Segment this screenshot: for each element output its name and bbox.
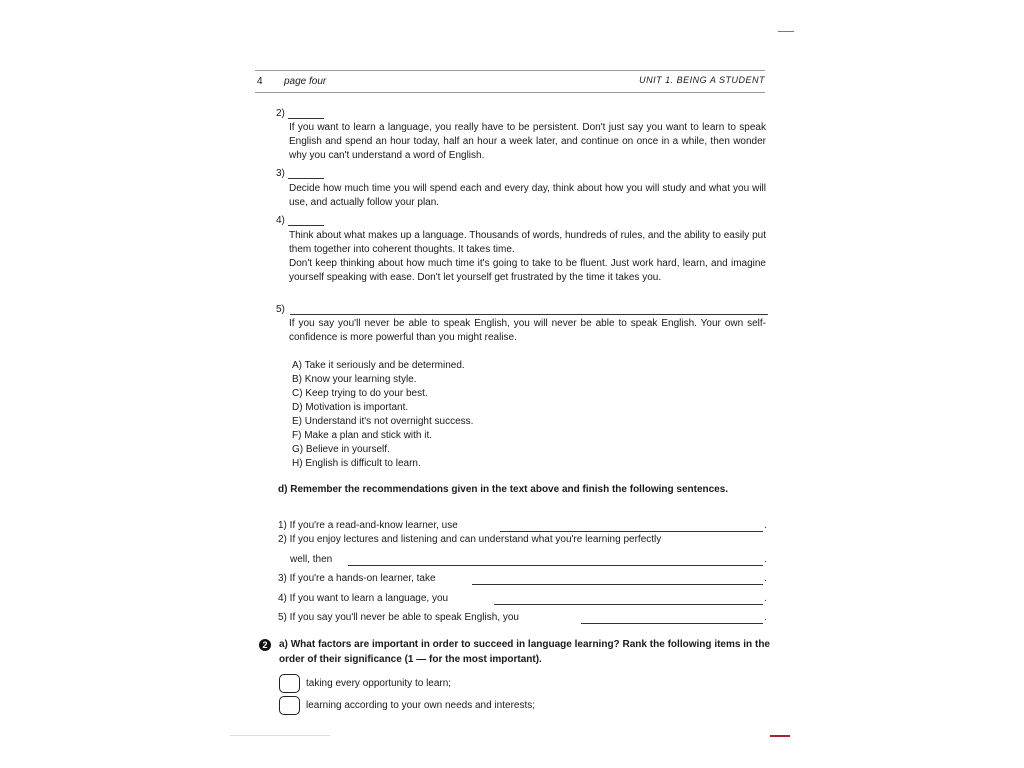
item-number: 4) (276, 215, 324, 226)
answer-line[interactable] (348, 565, 763, 566)
sentence-prompt: well, then (290, 554, 333, 565)
unit-title: UNIT 1. BEING A STUDENT (639, 75, 765, 85)
item-paragraph: Decide how much time you will spend each and every day, think about how you will study and what you will use, and actually follow your plan. (289, 183, 766, 208)
item-number: 5) (276, 304, 285, 315)
sentence-period: . (764, 593, 767, 604)
answer-line[interactable] (500, 531, 763, 532)
option-item: A) Take it seriously and be determined. (292, 360, 465, 371)
answer-line[interactable] (472, 584, 763, 585)
option-item: E) Understand it's not overnight success. (292, 416, 474, 427)
top-rule (255, 70, 765, 71)
heading-blank[interactable] (290, 314, 768, 315)
rank-box[interactable] (279, 696, 300, 715)
item-paragraph: If you say you'll never be able to speak English, you will never be able to speak English. Your own self-confidence is more powerful than you might realise. (289, 318, 766, 343)
option-item: B) Know your learning style. (292, 374, 417, 385)
item-number: 2) (276, 108, 324, 119)
sentence-prompt: 5) If you say you'll never be able to speak English, you (278, 612, 519, 623)
heading-blank[interactable] (288, 225, 324, 226)
option-item: G) Believe in yourself. (292, 444, 390, 455)
answer-line[interactable] (494, 604, 763, 605)
option-item: F) Make a plan and stick with it. (292, 430, 433, 441)
sentence-period: . (764, 573, 767, 584)
options-list (292, 359, 473, 471)
header-rule (255, 92, 765, 93)
task-2-heading: a) What factors are important in order to succeed in language learning? Rank the following items in the order of their significance (1 — for the most important). (279, 639, 770, 665)
item-paragraph: Think about what makes up a language. Thousands of words, hundreds of rules, and the ability to easily put them together into coherent thoughts. It takes time. Don't keep thinking about how much time it's going to take to be fluent. Just work hard, learn, and imagine yourself speaking with ease. Don't let yourself get frustrated by the time it takes you. (289, 230, 766, 283)
item-paragraph: If you want to learn a language, you really have to be persistent. Don't just say you want to learn to speak English and spend an hour today, half an hour a week later, and continue on once in a while, then wonder why you can't understand a word of English. (289, 122, 766, 161)
scan-mark (770, 735, 790, 737)
sentence-period: . (764, 612, 767, 623)
heading-blank[interactable] (288, 178, 324, 179)
sentence-period: . (764, 520, 767, 531)
sentence-prompt: 3) If you're a hands-on learner, take (278, 573, 436, 584)
rank-item-label: learning according to your own needs and interests; (306, 700, 536, 711)
option-item: D) Motivation is important. (292, 402, 409, 413)
sentence-prompt: 1) If you're a read-and-know learner, use (278, 520, 458, 531)
option-item: H) English is difficult to learn. (292, 458, 421, 469)
sentence-prompt: 4) If you want to learn a language, you (278, 593, 449, 604)
item-number: 3) (276, 168, 324, 179)
sentence-prompt: 2) If you enjoy lectures and listening and can understand what you're learning perfectly (278, 534, 662, 545)
section-d-heading: d) Remember the recommendations given in the text above and finish the following sentences. (278, 484, 729, 495)
page-number: 4 (257, 76, 263, 87)
scan-mark (778, 31, 794, 32)
option-item: C) Keep trying to do your best. (292, 388, 428, 399)
rank-box[interactable] (279, 674, 300, 693)
scan-mark (230, 735, 330, 736)
answer-line[interactable] (581, 623, 763, 624)
page-label: page four (284, 76, 327, 87)
sentence-period: . (764, 554, 767, 565)
task-number-badge: 2 (259, 639, 271, 651)
rank-item-label: taking every opportunity to learn; (306, 678, 452, 689)
heading-blank[interactable] (288, 118, 324, 119)
